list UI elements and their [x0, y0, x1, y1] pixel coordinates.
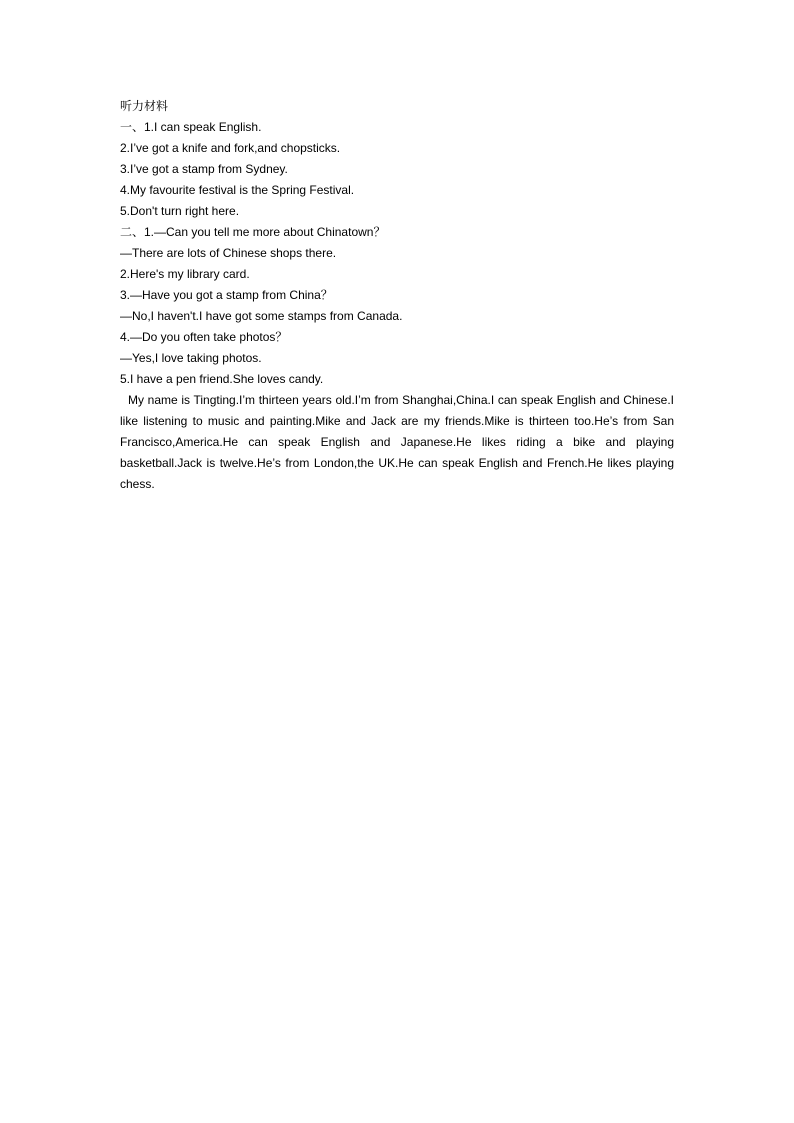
document-title: 听力材料 — [120, 99, 169, 113]
document-line: —No,I haven't.I have got some stamps from Canada. — [120, 309, 403, 323]
document-line: 2.I’ve got a knife and fork,and chopsticks. — [120, 141, 341, 155]
document-line: 3.I’ve got a stamp from Sydney. — [120, 162, 288, 176]
document-line: 一、1.I can speak English. — [120, 120, 262, 134]
document-line: —Yes,I love taking photos. — [120, 351, 262, 365]
document-line: 2.Here's my library card. — [120, 267, 250, 281]
document-line: 5.I have a pen friend.She loves candy. — [120, 372, 324, 386]
document-line: 3.—Have you got a stamp from China？ — [120, 288, 333, 302]
document-paragraph: My name is Tingting.I’m thirteen years old.I’m from Shanghai,China.I can speak English and Chinese.I like listening to music and painting.Mike and Jack are my friends.Mike is thirteen too.He’s from San Francisco,America.He can speak English and Japanese.He likes riding a bike and playing basketball.Jack is twelve.He’s from London,the UK.He can speak English and French.He likes playing chess. — [120, 393, 674, 491]
document-line: 5.Don't turn right here. — [120, 204, 240, 218]
document-line: —There are lots of Chinese shops there. — [120, 246, 337, 260]
document-page — [120, 96, 674, 495]
document-line: 二、1.—Can you tell me more about Chinatown？ — [120, 225, 386, 239]
document-line: 4.My favourite festival is the Spring Festival. — [120, 183, 355, 197]
document-line: 4.—Do you often take photos？ — [120, 330, 288, 344]
